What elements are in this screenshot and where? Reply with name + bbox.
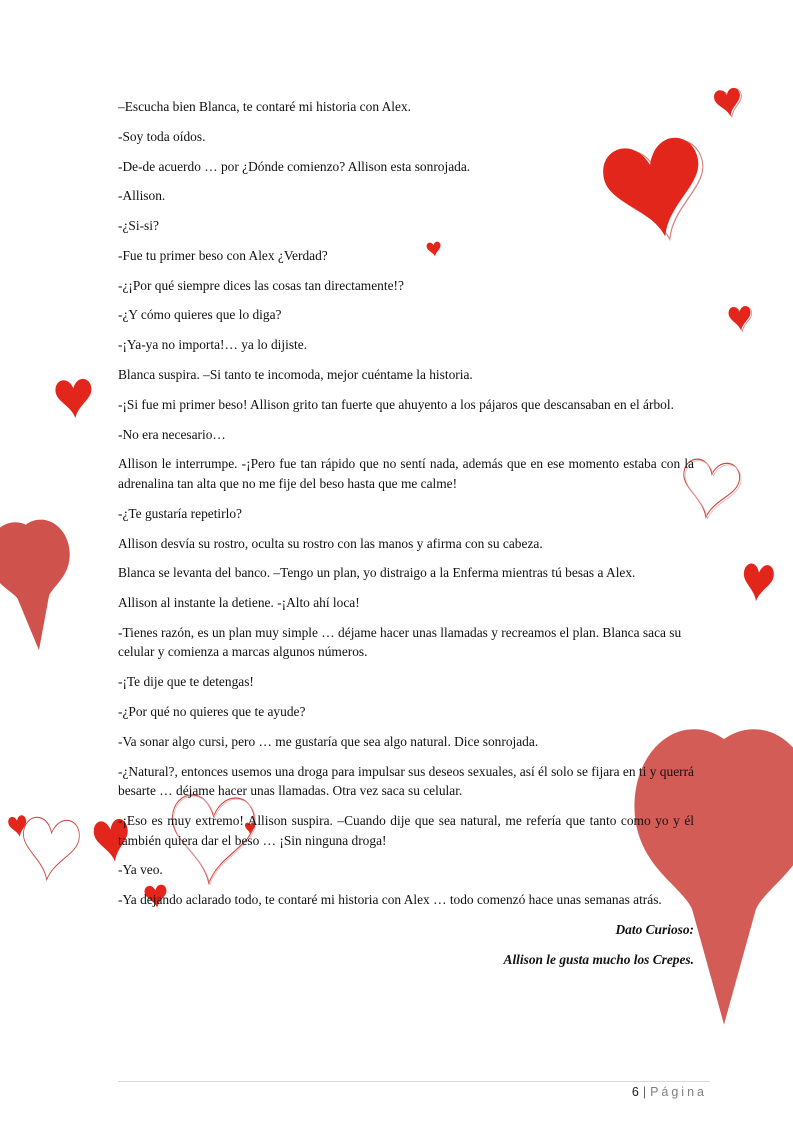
paragraph: -Fue tu primer beso con Alex ¿Verdad? (118, 247, 328, 263)
paragraph: -Tienes razón, es un plan muy simple … déjame hacer unas llamadas y recreamos el plan. Blanca saca su celular y comienza a marcas algunos números. (118, 624, 682, 660)
paragraph: -Ya dejando aclarado todo, te contaré mi historia con Alex … todo comenzó hace unas semanas atrás. (118, 892, 662, 908)
page-number: 6 (631, 1085, 639, 1099)
paragraph: -¿Natural?, entonces usemos una droga para impulsar sus deseos sexuales, así él solo se fijara en ti y querrá besarte … déjame hacer unas llamadas. Otra vez saca su celular. (118, 763, 694, 799)
paragraph: -¿Y cómo quieres que lo diga? (118, 307, 282, 323)
fun-fact-text: Allison le gusta mucho los Crepes. (503, 951, 694, 967)
paragraph: –Escucha bien Blanca, te contaré mi historia con Alex. (118, 99, 412, 114)
paragraph: -No era necesario… (118, 426, 226, 442)
paragraph: -Allison. (118, 188, 166, 204)
paragraph: -Soy toda oídos. (118, 128, 206, 144)
heart-icon (55, 378, 94, 419)
page-footer (632, 1085, 707, 1099)
footer-separator: | (642, 1085, 647, 1099)
paragraph: -¿Por qué no quieres que te ayude? (118, 704, 306, 720)
paragraph: Blanca se levanta del banco. –Tengo un plan, yo distraigo a la Enferma mientras tú besas a Alex. (118, 565, 636, 581)
paragraph: -Ya veo. (118, 862, 163, 878)
paragraph: -De-de acuerdo … por ¿Dónde comienzo? Allison esta sonrojada. (118, 158, 471, 174)
paragraph: -Va sonar algo cursi, pero … me gustaría que sea algo natural. Dice sonrojada. (118, 733, 539, 749)
heart-icon (7, 815, 28, 839)
document-body (118, 97, 694, 980)
paragraph: -¡Eso es muy extremo! Allison suspira. –Cuando dije que sea natural, me refería que tanto como yo y él también quiera dar el beso … ¡Sin ninguna droga! (118, 812, 694, 848)
heart-icon (4, 540, 57, 593)
paragraph: -¿Si-si? (118, 218, 159, 234)
heart-icon (728, 305, 753, 332)
heart-icon (713, 87, 745, 120)
paragraph: Allison al instante la detiene. -¡Alto ahí loca! (118, 595, 360, 611)
paragraph: -¡Te dije que te detengas! (118, 674, 254, 690)
paragraph: -¡Si fue mi primer beso! Allison grito tan fuerte que ahuyento a los pájaros que descansaban en el árbol. (118, 396, 674, 412)
paragraph: Allison le interrumpe. -¡Pero fue tan rápido que no sentí nada, además que en ese momento estaba con la adrenalina tan alta que no me fije del beso hasta que me calme! (118, 456, 694, 491)
paragraph: Blanca suspira. –Si tanto te incomoda, mejor cuéntame la historia. (118, 367, 473, 383)
heart-icon (741, 563, 775, 603)
footer-divider (118, 1081, 710, 1082)
fun-fact-title: Dato Curioso: (615, 921, 694, 937)
heart-icon (19, 816, 81, 883)
paragraph: Allison desvía su rostro, oculta su rostro con las manos y afirma con su cabeza. (118, 535, 543, 551)
page-label: Página (650, 1085, 707, 1099)
paragraph: -¡Ya-ya no importa!… ya lo dijiste. (118, 337, 308, 353)
paragraph: -¿Te gustaría repetirlo? (118, 505, 242, 521)
paragraph: -¿¡Por qué siempre dices las cosas tan directamente!? (118, 277, 404, 293)
